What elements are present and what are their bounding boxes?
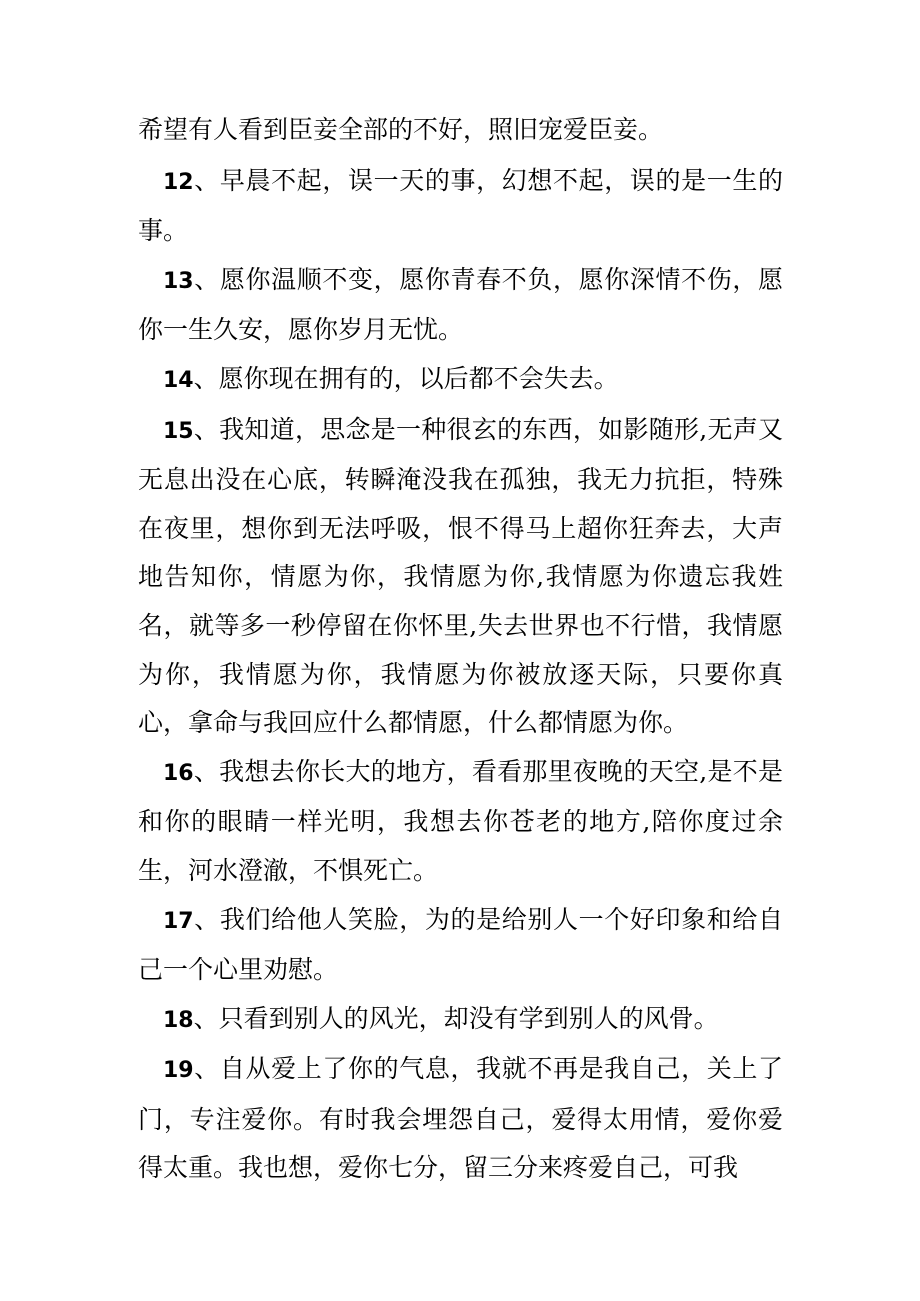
paragraph-number: 16 bbox=[163, 760, 194, 786]
paragraph-text: 、我想去你长大的地方，看看那里夜晚的天空,是不是和你的眼睛一样光明，我想去你苍老的地方,陪你度过余生，河水澄澈，不惧死亡。 bbox=[138, 756, 783, 885]
paragraph-17 bbox=[138, 896, 783, 995]
paragraph-text: 、我们给他人笑脸，为的是给别人一个好印象和给自己一个心里劝慰。 bbox=[138, 904, 783, 985]
document-body bbox=[138, 106, 783, 1193]
paragraph-number: 12 bbox=[163, 169, 194, 195]
paragraph-13 bbox=[138, 256, 783, 355]
paragraph-text: 、早晨不起，误一天的事，幻想不起，误的是一生的事。 bbox=[138, 165, 783, 246]
paragraph-15 bbox=[138, 406, 783, 748]
paragraph-text: 、只看到别人的风光，却没有学到别人的风骨。 bbox=[193, 1003, 719, 1033]
paragraph-text: 、自从爱上了你的气息，我就不再是我自己，关上了门，专注爱你。有时我会埋怨自己，爱得太用情，爱你爱得太重。我也想，爱你七分，留三分来疼爱自己，可我 bbox=[138, 1054, 783, 1183]
paragraph-number: 15 bbox=[163, 418, 194, 444]
paragraph-number: 17 bbox=[163, 908, 194, 934]
paragraph-number: 18 bbox=[163, 1007, 194, 1033]
paragraph-19 bbox=[138, 1045, 783, 1193]
paragraph-0 bbox=[138, 106, 783, 157]
paragraph-14 bbox=[138, 355, 783, 406]
paragraph-text: 、愿你现在拥有的，以后都不会失去。 bbox=[193, 363, 619, 393]
paragraph-text: 希望有人看到臣妾全部的不好，照旧宠爱臣妾。 bbox=[138, 115, 664, 144]
paragraph-16 bbox=[138, 748, 783, 896]
paragraph-18 bbox=[138, 995, 783, 1046]
paragraph-number: 14 bbox=[163, 367, 194, 393]
paragraph-number: 19 bbox=[163, 1058, 194, 1084]
paragraph-12 bbox=[138, 157, 783, 256]
paragraph-text: 、我知道，思念是一种很玄的东西，如影随形,无声又无息出没在心底，转瞬淹没我在孤独，我无力抗拒，特殊在夜里，想你到无法呼吸，恨不得马上超你狂奔去，大声地告知你，情愿为你，我情愿为你,我情愿为你遗忘我姓名，就等多一秒停留在你怀里,失去世界也不行惜，我情愿为你，我情愿为你，我情愿为你被放逐天际，只要你真心，拿命与我回应什么都情愿，什么都情愿为你。 bbox=[138, 414, 783, 738]
paragraph-text: 、愿你温顺不变，愿你青春不负，愿你深情不伤，愿你一生久安，愿你岁月无忧。 bbox=[138, 264, 783, 345]
paragraph-number: 13 bbox=[163, 268, 194, 294]
